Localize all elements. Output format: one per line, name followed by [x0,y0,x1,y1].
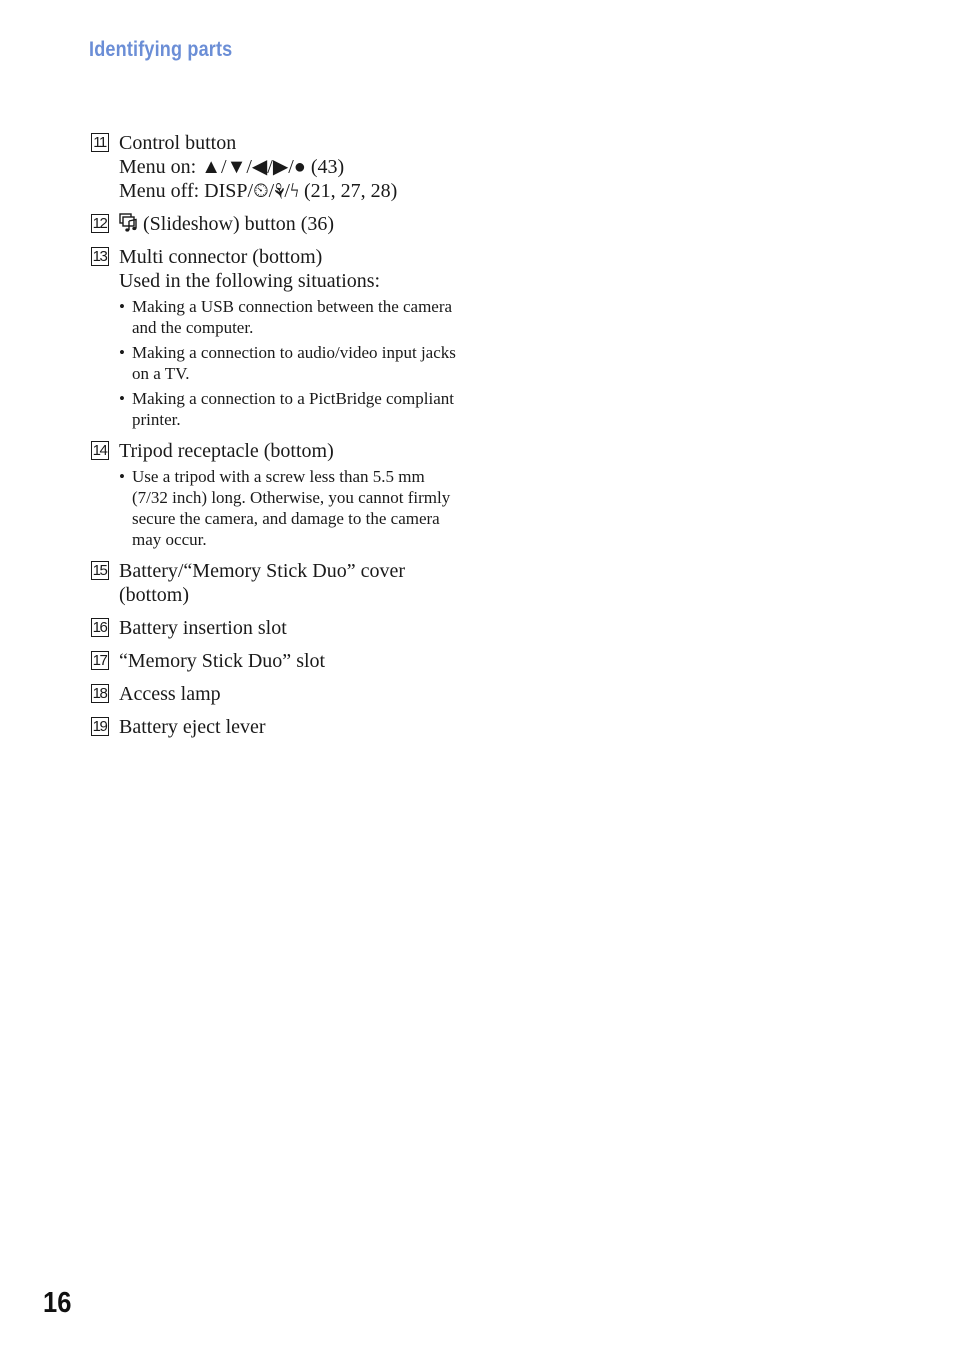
item-label: Control button [119,132,237,154]
item-detail: Used in the following situations: [119,270,381,292]
bullet-item: • Making a connection to a PictBridge compliant printer. [119,389,454,429]
page-number: 16 [43,1287,72,1319]
slideshow-icon [119,213,139,233]
item-label: (Slideshow) button (36) [143,213,335,235]
item-detail: Menu off: DISP/⏲/⚘/ϟ (21, 27, 28) [119,180,398,202]
item-number: 12 [91,214,109,233]
list-item-battery-slot [91,616,491,640]
item-label: Battery/“Memory Stick Duo” cover (bottom) [119,560,406,606]
list-item-memory-stick-slot [91,649,491,673]
item-number: 11 [91,133,109,152]
item-number: 14 [91,441,109,460]
item-label: Multi connector (bottom) [119,246,323,268]
item-number: 16 [91,618,109,637]
bullet-list [119,466,491,550]
parts-list [91,131,491,748]
item-number: 13 [91,247,109,266]
item-label: Battery eject lever [119,716,266,738]
item-number: 17 [91,651,109,670]
bullet-item: • Making a USB connection between the camera and the computer. [119,297,453,337]
list-item-tripod-receptacle [91,439,491,550]
item-number: 15 [91,561,109,580]
item-number: 18 [91,684,109,703]
item-label: Battery insertion slot [119,617,287,639]
section-title: Identifying parts [89,38,233,61]
item-label: Tripod receptacle (bottom) [119,440,334,462]
list-item-access-lamp [91,682,491,706]
item-detail: Menu on: ▲/▼/◀/▶/● (43) [119,156,345,178]
list-item-battery-cover [91,559,491,607]
bullet-item: • Making a connection to audio/video input jacks on a TV. [119,343,456,383]
bullet-item: • Use a tripod with a screw less than 5.5 mm (7/32 inch) long. Otherwise, you cannot firmly secure the camera, and damage to the camera may occur. [119,467,451,549]
bullet-list [119,296,491,430]
list-item-multi-connector [91,245,491,430]
list-item-battery-eject-lever [91,715,491,739]
item-number: 19 [91,717,109,736]
list-item-control-button [91,131,491,203]
item-label: Access lamp [119,683,221,705]
item-label: “Memory Stick Duo” slot [119,650,326,672]
list-item-slideshow-button [91,212,491,236]
